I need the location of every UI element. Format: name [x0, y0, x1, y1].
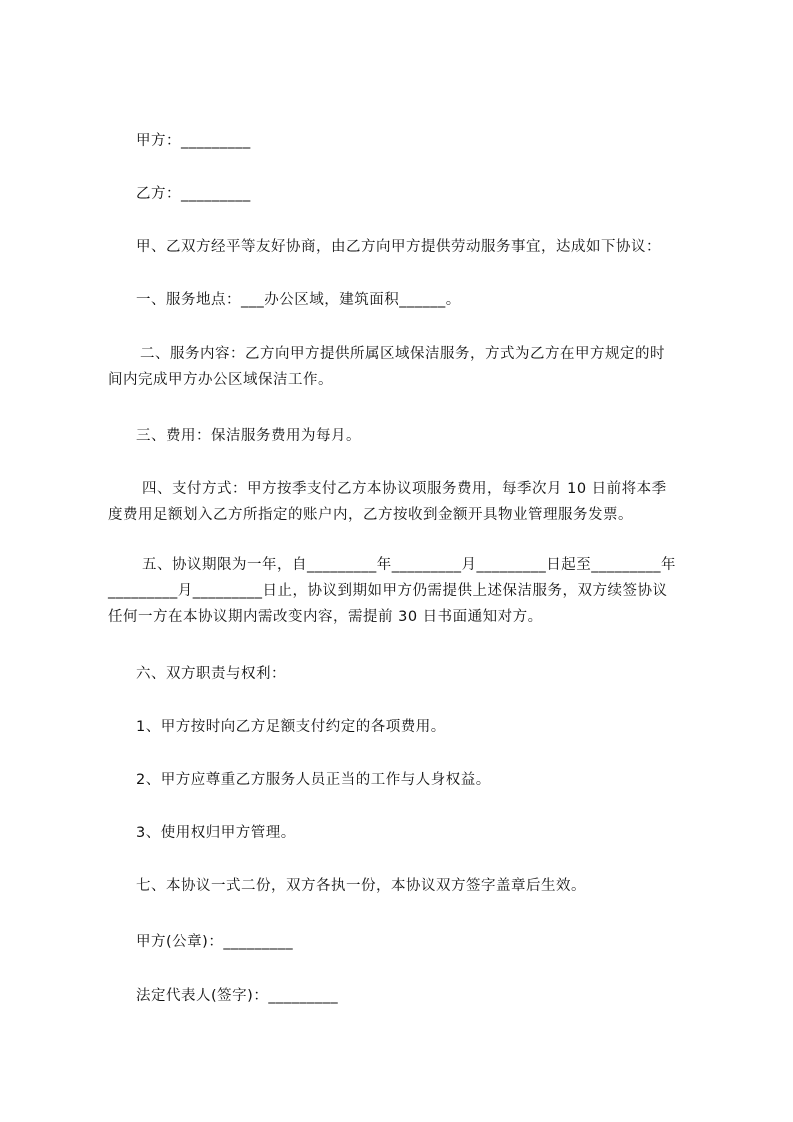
list-item-3: 3、使用权归甲方管理。 [136, 825, 296, 841]
clause-term-line-2: _________月_________日止，协议到期如甲方仍需提供上述保洁服务，双方续签协议 [108, 583, 668, 599]
party-a-line: 甲方：_________ [136, 133, 251, 149]
signature-legal-representative: 法定代表人(签字)：_________ [136, 988, 339, 1004]
clause-copies-effect: 七、本协议一式二份，双方各执一份，本协议双方签字盖章后生效。 [136, 878, 586, 894]
clause-payment-method-line-2: 度费用足额划入乙方所指定的账户内，乙方按收到金额开具物业管理服务发票。 [108, 507, 633, 523]
list-item-2: 2、甲方应尊重乙方服务人员正当的工作与人身权益。 [136, 772, 491, 788]
preamble-paragraph: 甲、乙双方经平等友好协商，由乙方向甲方提供劳动服务事宜，达成如下协议： [136, 239, 661, 255]
clause-term-line-3: 任何一方在本协议期内需改变内容，需提前 30 日书面通知对方。 [108, 609, 543, 625]
clause-service-content-line-1: 二、服务内容：乙方向甲方提供所属区域保洁服务，方式为乙方在甲方规定的时 [140, 346, 665, 362]
clause-payment-method [108, 476, 698, 528]
list-item-1: 1、甲方按时向乙方足额支付约定的各项费用。 [136, 719, 446, 735]
clause-service-content [108, 341, 698, 393]
clause-payment-method-line-1: 四、支付方式：甲方按季支付乙方本协议项服务费用，每季次月 10 日前将本季 [142, 481, 667, 497]
clause-term-line-1: 五、协议期限为一年，自_________年_________月_________日起至_________年 [142, 557, 676, 573]
clause-service-location: 一、服务地点：___办公区域，建筑面积______。 [136, 292, 461, 308]
clause-duties-rights: 六、双方职责与权利： [136, 666, 286, 682]
clause-term [108, 552, 698, 630]
clause-service-content-line-2: 间内完成甲方办公区域保洁工作。 [108, 372, 333, 388]
signature-party-a: 甲方(公章)：_________ [136, 934, 294, 950]
clause-fee: 三、费用：保洁服务费用为每月。 [136, 428, 361, 444]
party-b-line: 乙方：_________ [136, 186, 251, 202]
